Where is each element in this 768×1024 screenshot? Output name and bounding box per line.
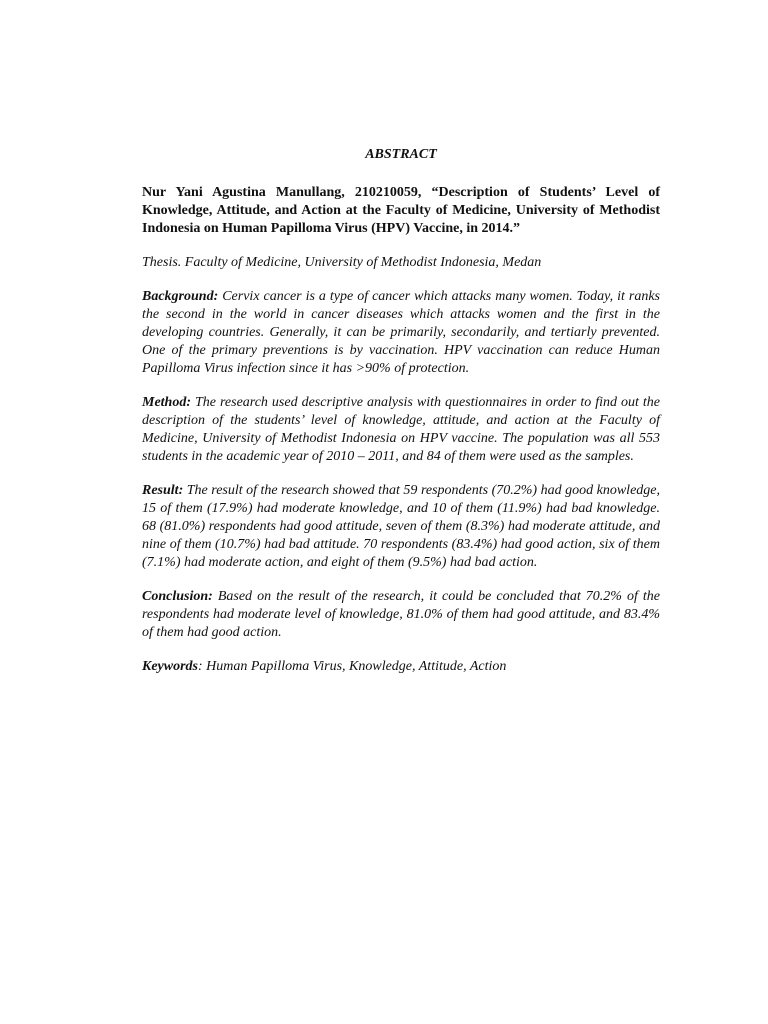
conclusion-section: [142, 588, 660, 642]
abstract-page: [142, 146, 660, 692]
result-text: The result of the research showed that 59 respondents (70.2%) had good knowledge, 15 of them (17.9%) had moderate knowledge, and 10 of them (11.9%) had bad knowledge. 68 (81.0%) respondents had good attitude, seven of them (8.3%) had moderate attitude, and nine of them (10.7%) had bad attitude. 70 respondents (83.4%) had good action, six of them (7.1%) had moderate action, and eight of them (9.5%) had bad action.: [142, 483, 660, 570]
author-and-thesis-title: Nur Yani Agustina Manullang, 210210059, “Description of Students’ Level of Knowledge, Attitude, and Action at the Faculty of Medicine, University of Methodist Indonesia on Human Papilloma Virus (HPV) Vaccine, in 2014.”: [142, 185, 660, 236]
result-section: [142, 482, 660, 572]
keywords-label: Keywords: [142, 659, 198, 674]
keywords-text: : Human Papilloma Virus, Knowledge, Attitude, Action: [198, 659, 507, 674]
keywords-section: [142, 658, 660, 676]
background-text: Cervix cancer is a type of cancer which attacks many women. Today, it ranks the second in the world in cancer diseases which attacks women and the first in the developing countries. Generally, it can be primarily, secondarily, and tertiarly prevented. One of the primary preventions is by vaccination. HPV vaccination can reduce Human Papilloma Virus infection since it has >90% of protection.: [142, 289, 660, 376]
method-label: Method:: [142, 395, 191, 410]
method-section: [142, 394, 660, 466]
background-label: Background:: [142, 289, 219, 304]
method-text: The research used descriptive analysis with questionnaires in order to find out the description of the students’ level of knowledge, attitude, and action at the Faculty of Medicine, University of Methodist Indonesia on HPV vaccine. The population was all 553 students in the academic year of 2010 – 2011, and 84 of them were used as the samples.: [142, 395, 660, 464]
conclusion-text: Based on the result of the research, it could be concluded that 70.2% of the respondents had moderate level of knowledge, 81.0% of them had good attitude, and 83.4% of them had good action.: [142, 589, 660, 640]
thesis-affiliation: Thesis. Faculty of Medicine, University of Methodist Indonesia, Medan: [142, 255, 542, 270]
result-label: Result:: [142, 483, 184, 498]
conclusion-label: Conclusion:: [142, 589, 213, 604]
background-section: [142, 288, 660, 378]
abstract-title: ABSTRACT: [365, 147, 437, 162]
